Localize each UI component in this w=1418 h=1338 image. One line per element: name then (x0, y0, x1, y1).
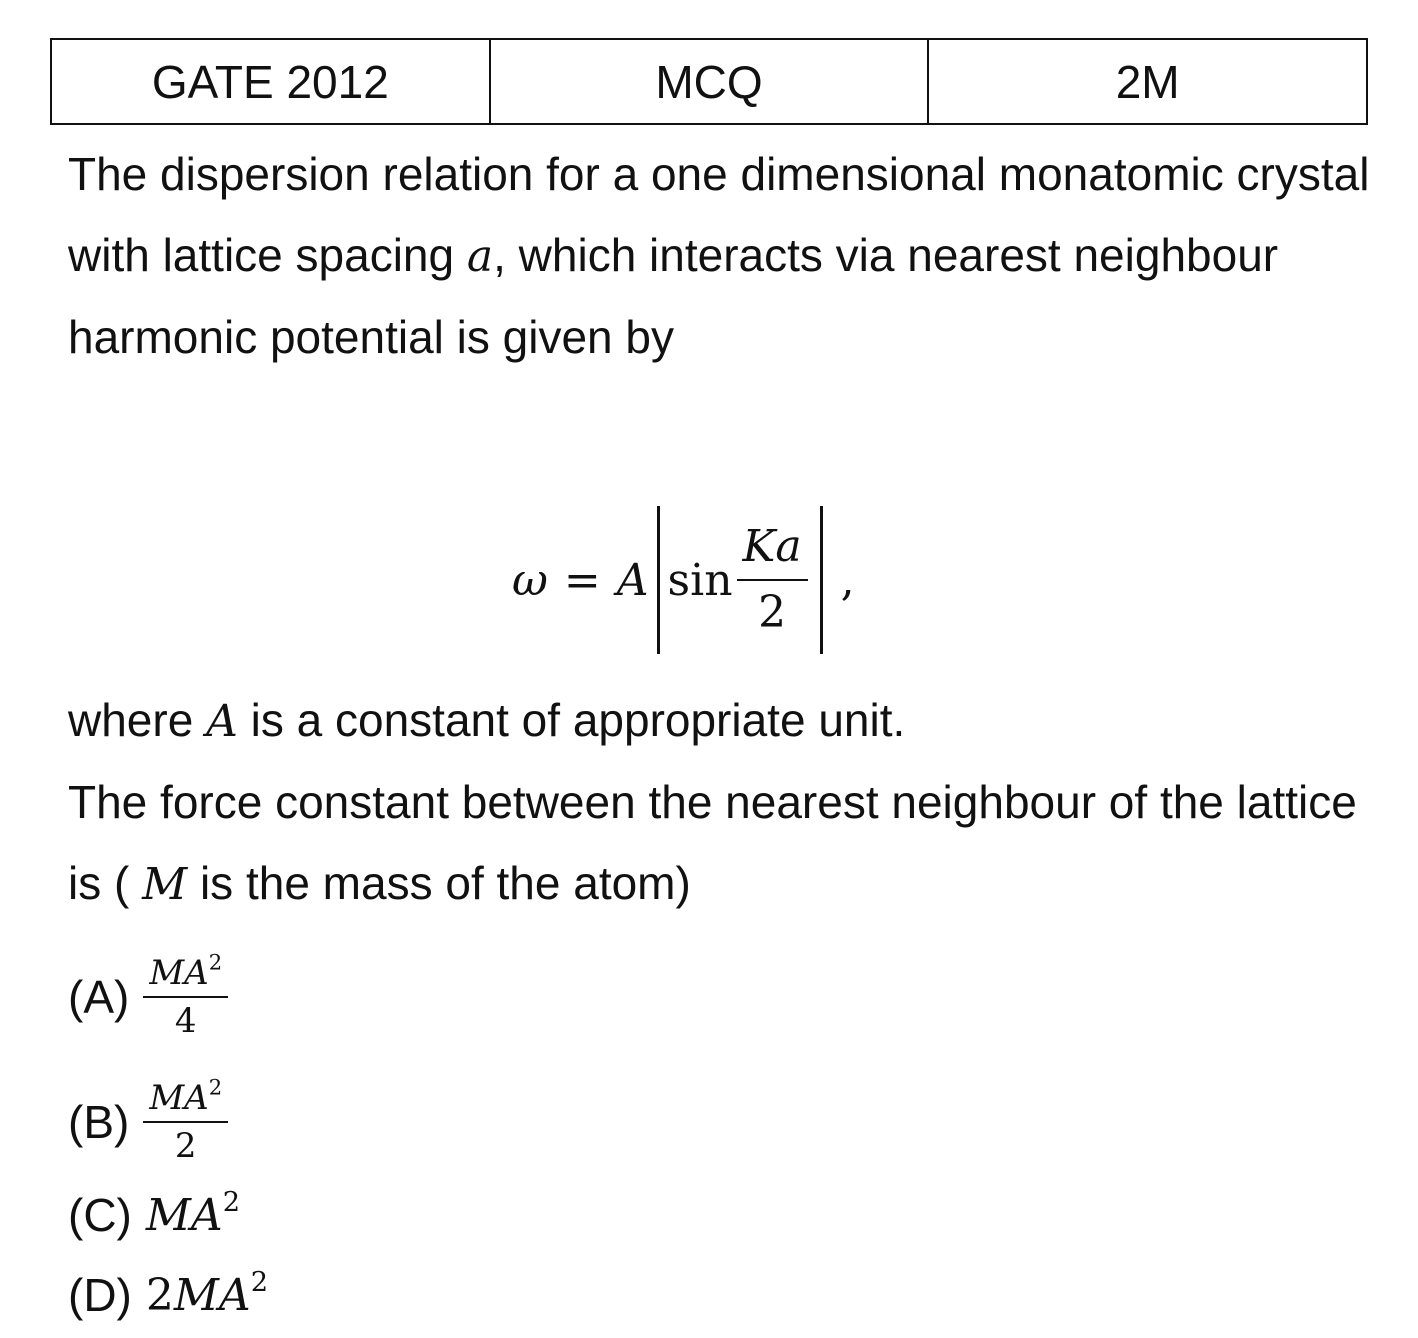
question-text (68, 134, 1388, 378)
where-pre: where (68, 694, 207, 746)
force-post: is the mass of the atom) (187, 857, 691, 909)
where-line (68, 680, 1388, 762)
option-a[interactable] (68, 950, 228, 1044)
header-table (50, 38, 1368, 125)
option-denominator: 4 (174, 1001, 197, 1041)
option-label: (B) (68, 1096, 130, 1148)
option-exponent: 2 (250, 1266, 269, 1298)
option-exponent: 2 (208, 1074, 223, 1100)
option-label: (D) (68, 1269, 132, 1321)
option-exponent: 2 (222, 1186, 241, 1218)
equation-comma: , (840, 554, 855, 606)
mass-var: M (142, 859, 188, 910)
option-base: MA (145, 1189, 223, 1241)
option-fraction (143, 1075, 228, 1169)
option-label: (A) (68, 971, 130, 1023)
option-fraction (143, 950, 228, 1044)
option-base: MA (149, 953, 209, 993)
abs-bar-right (820, 506, 823, 654)
option-label: (C) (68, 1189, 132, 1241)
marks-cell: 2M (928, 39, 1367, 124)
question-intro: The dispersion relation for a one dimensional monatomic crystal with lattice spacing (68, 148, 1370, 281)
where-var: A (206, 696, 238, 747)
option-d[interactable] (68, 1268, 268, 1322)
option-numerator (143, 1075, 228, 1121)
force-line (68, 762, 1388, 925)
where-post: is a constant of appropriate unit. (237, 694, 906, 746)
fraction-numerator: Ka (742, 521, 802, 572)
option-base: MA (173, 1269, 251, 1321)
option-coefficient: 2 (145, 1269, 174, 1321)
abs-bar-left (657, 506, 660, 654)
argument-fraction (737, 515, 808, 645)
option-exponent: 2 (208, 949, 223, 975)
option-c[interactable] (68, 1188, 240, 1242)
option-numerator (143, 950, 228, 996)
constant-a: A (616, 554, 649, 606)
exam-cell: GATE 2012 (51, 39, 490, 124)
option-base: MA (149, 1078, 209, 1118)
equals-sign: = (563, 554, 601, 606)
sin-function: sin (667, 554, 733, 606)
lattice-spacing-var: a (466, 231, 494, 282)
question-type-cell: MCQ (490, 39, 929, 124)
omega-symbol: ω (512, 554, 548, 606)
option-expression (145, 1266, 269, 1321)
force-text: The force constant between the nearest neighbour of the lattice is ( (68, 776, 1357, 909)
question-continuation (68, 680, 1388, 925)
option-denominator: 2 (174, 1126, 197, 1166)
question-intro-end: , which interacts via nearest neighbour harmonic potential is given by (68, 229, 1279, 363)
option-b[interactable] (68, 1075, 228, 1169)
dispersion-equation (512, 505, 855, 655)
fraction-denominator: 2 (758, 587, 787, 638)
option-expression (145, 1186, 241, 1241)
header-row (51, 39, 1367, 124)
